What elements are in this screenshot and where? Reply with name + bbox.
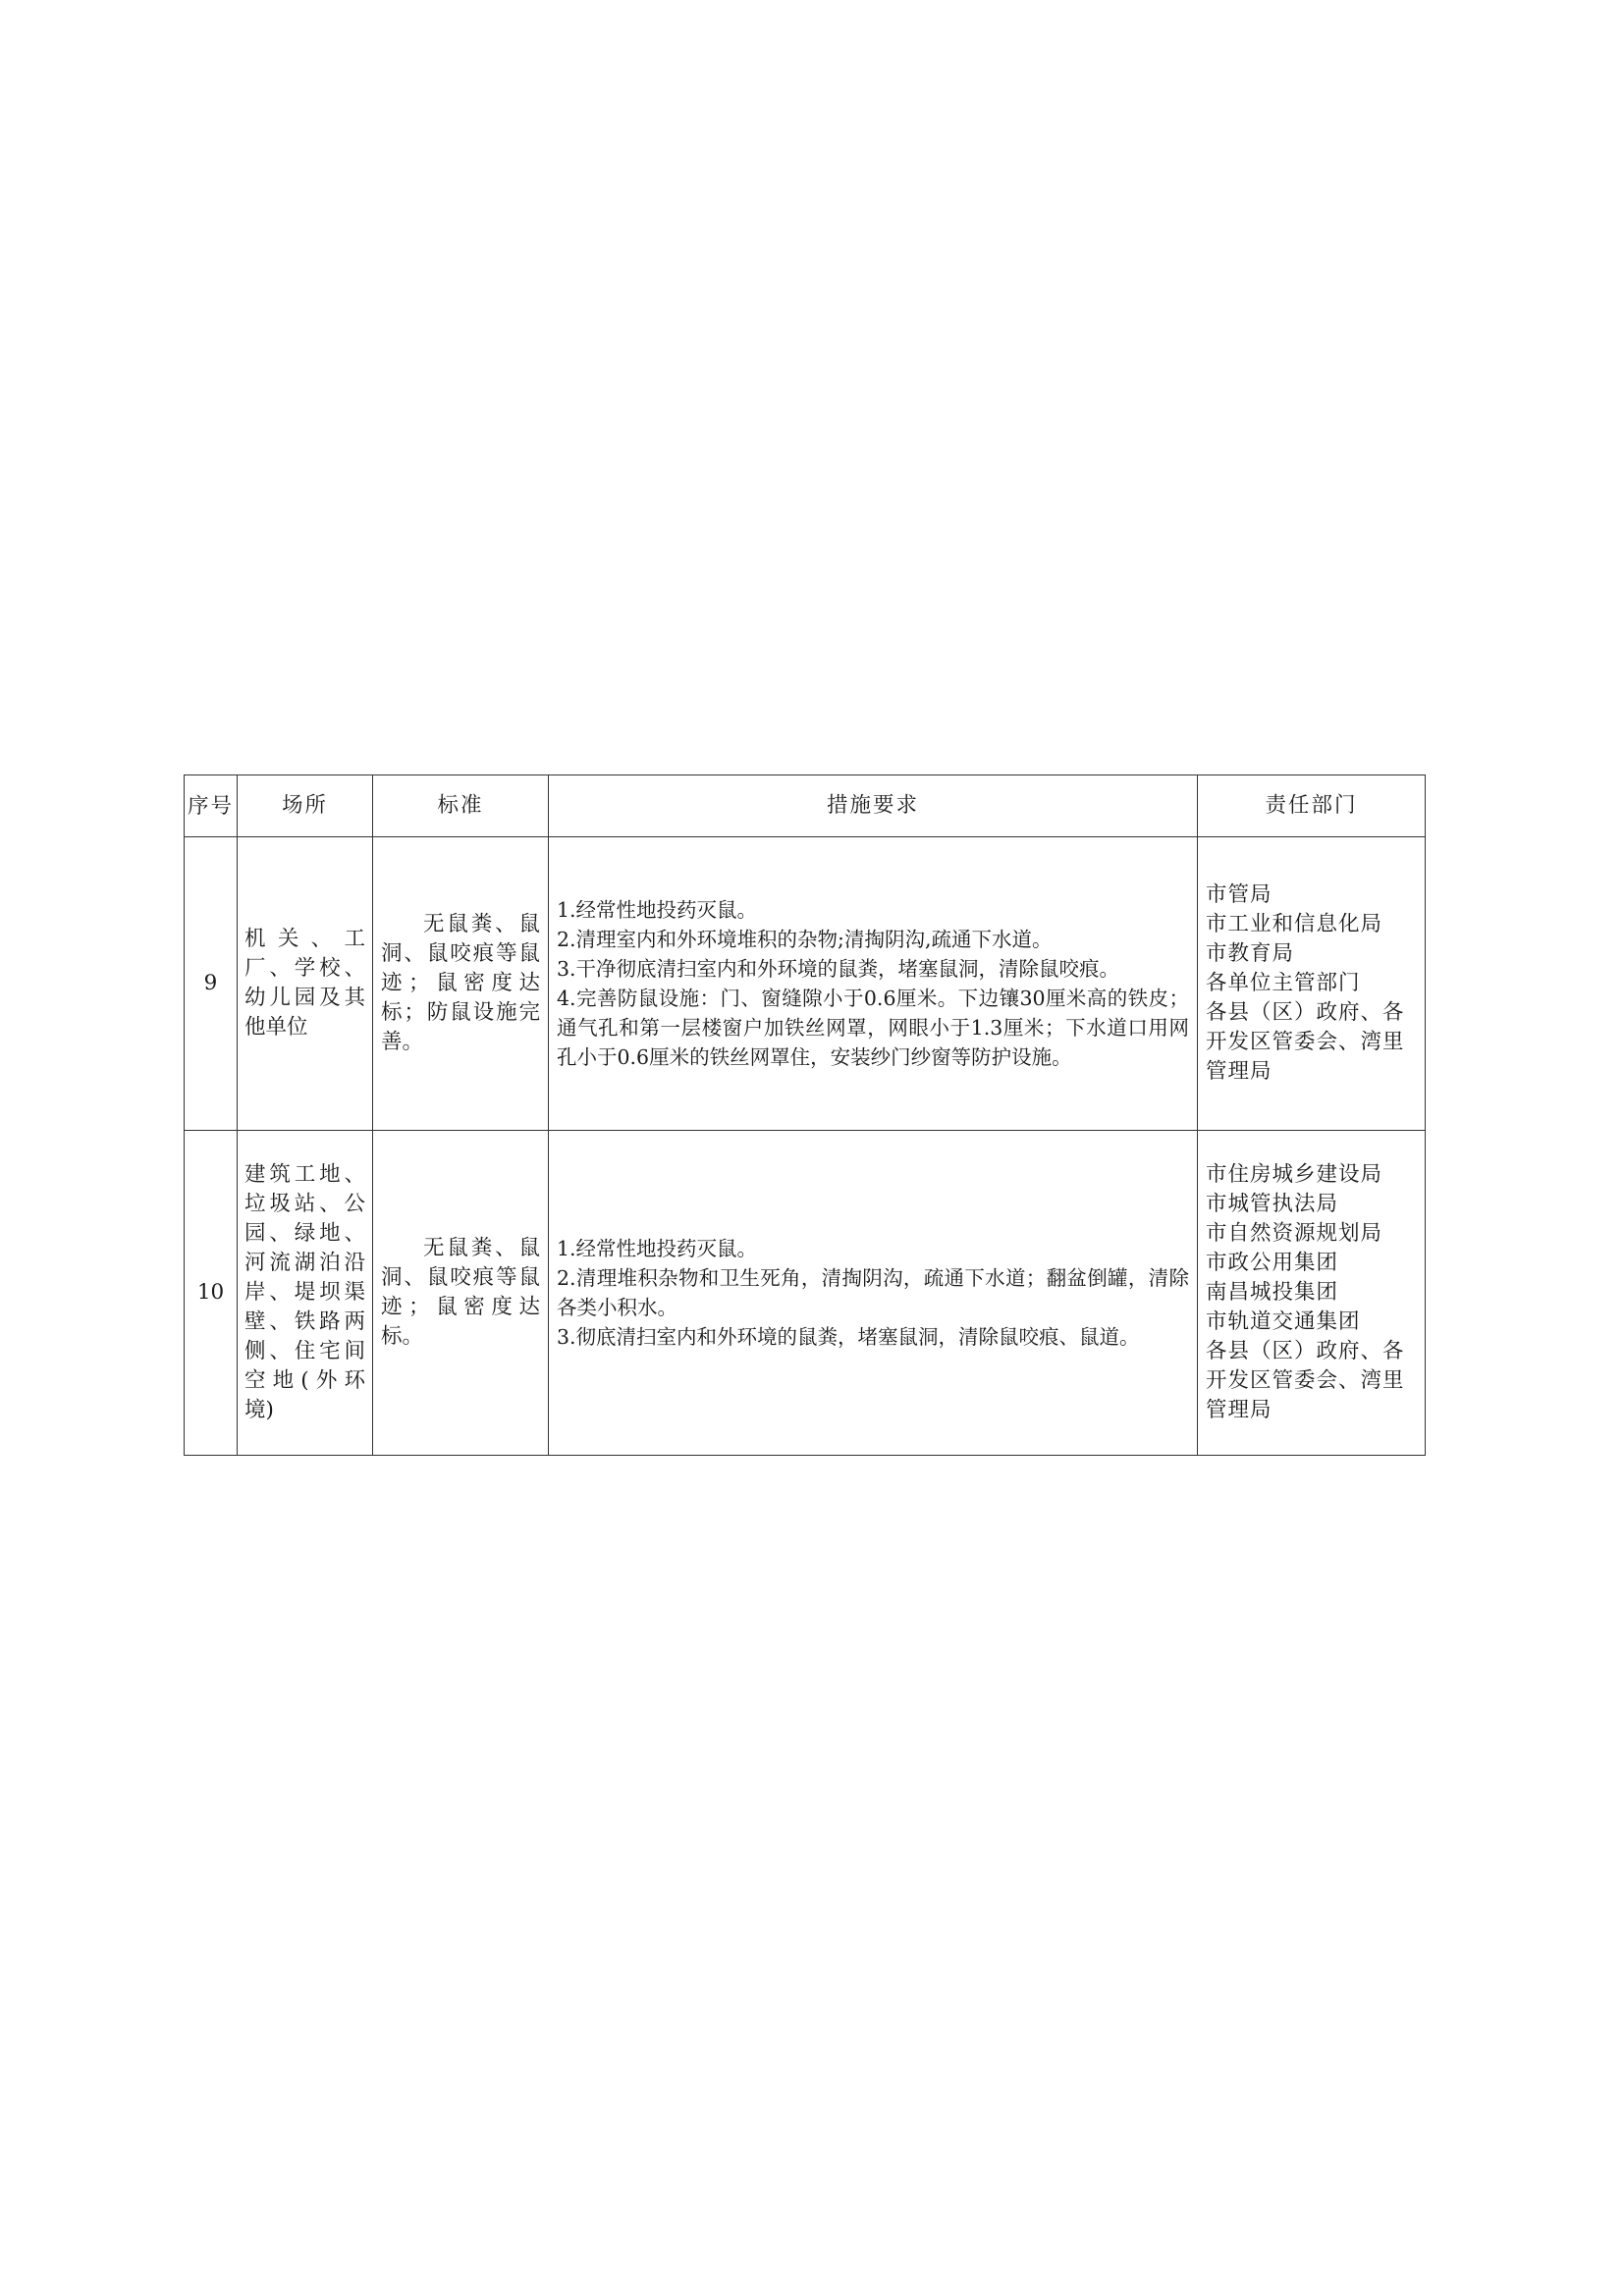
measure-item: 1.经常性地投药灭鼠。 — [557, 1237, 758, 1260]
measure-item: 1.经常性地投药灭鼠。 — [557, 898, 758, 922]
department-name: 各县（区）政府、各开发区管委会、湾里管理局 — [1206, 1339, 1405, 1422]
header-standard: 标准 — [373, 775, 549, 837]
department-name: 市自然资源规划局 — [1206, 1221, 1383, 1246]
row-place: 机关、工厂、学校、幼儿园及其他单位 — [238, 837, 373, 1131]
header-serial-number: 序号 — [185, 775, 238, 837]
row-serial-number: 10 — [185, 1131, 238, 1456]
row-serial-number: 9 — [185, 837, 238, 1131]
row-standard — [373, 837, 549, 1131]
measure-item: 3.干净彻底清扫室内和外环境的鼠粪，堵塞鼠洞，清除鼠咬痕。 — [557, 957, 1120, 981]
row-measures — [549, 837, 1198, 1131]
row-place: 建筑工地、垃圾站、公园、绿地、河流湖泊沿岸、堤坝渠壁、铁路两侧、住宅间空地(外环境) — [238, 1131, 373, 1456]
department-name: 市教育局 — [1206, 941, 1295, 966]
header-responsible-department: 责任部门 — [1198, 775, 1426, 837]
department-name: 市住房城乡建设局 — [1206, 1162, 1383, 1187]
measure-item: 2.清理堆积杂物和卫生死角，清掏阴沟，疏通下水道；翻盆倒罐，清除各类小积水。 — [557, 1266, 1189, 1319]
measure-item: 2.清理室内和外环境堆积的杂物;清掏阴沟,疏通下水道。 — [557, 928, 1053, 951]
measures-table — [184, 774, 1426, 1456]
row-measures — [549, 1131, 1198, 1456]
table-row — [185, 837, 1426, 1131]
row-standard-text: 无鼠粪、鼠洞、鼠咬痕等鼠迹；鼠密度达标；防鼠设施完善。 — [381, 912, 540, 1054]
department-name: 市政公用集团 — [1206, 1251, 1339, 1275]
row-standard — [373, 1131, 549, 1456]
department-name: 市轨道交通集团 — [1206, 1309, 1361, 1334]
department-name: 市城管执法局 — [1206, 1192, 1339, 1216]
department-name: 各单位主管部门 — [1206, 971, 1361, 995]
header-place: 场所 — [238, 775, 373, 837]
department-name: 南昌城投集团 — [1206, 1280, 1339, 1305]
table-header-row — [185, 775, 1426, 837]
row-responsible-department — [1198, 1131, 1426, 1456]
header-measures: 措施要求 — [549, 775, 1198, 837]
department-name: 市管局 — [1206, 882, 1272, 907]
measure-item: 4.完善防鼠设施：门、窗缝隙小于0.6厘米。下边镶30厘米高的铁皮；通气孔和第一层楼窗户加铁丝网罩，网眼小于1.3厘米；下水道口用网孔小于0.6厘米的铁丝网罩住，安装纱门纱窗等防护设施。 — [557, 987, 1189, 1069]
measure-item: 3.彻底清扫室内和外环境的鼠粪，堵塞鼠洞，清除鼠咬痕、鼠道。 — [557, 1325, 1140, 1349]
row-standard-text: 无鼠粪、鼠洞、鼠咬痕等鼠迹；鼠密度达标。 — [381, 1236, 540, 1349]
department-name: 各县（区）政府、各开发区管委会、湾里管理局 — [1206, 1000, 1405, 1084]
department-name: 市工业和信息化局 — [1206, 912, 1383, 936]
table-row — [185, 1131, 1426, 1456]
row-responsible-department — [1198, 837, 1426, 1131]
